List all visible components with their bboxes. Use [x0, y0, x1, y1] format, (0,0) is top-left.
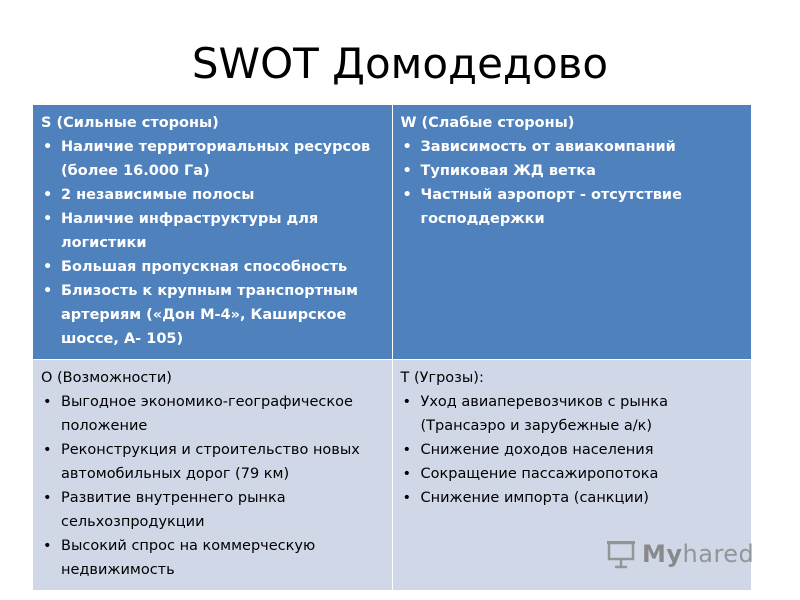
list-item: • Зависимость от авиакомпаний [399, 135, 746, 159]
list-item: • Большая пропускная способность [39, 255, 386, 279]
opportunities-cell [33, 360, 393, 591]
list-item: • Выгодное экономико-географическое положение [39, 390, 386, 438]
list-item: • Снижение импорта (санкции) [399, 486, 746, 510]
strengths-cell [33, 105, 393, 360]
swot-row-top [33, 105, 752, 360]
weaknesses-heading: W (Слабые стороны) [400, 115, 575, 131]
weaknesses-cell [392, 105, 752, 360]
list-item: • Наличие территориальных ресурсов (более 16.000 Га) [39, 135, 386, 183]
slide-title: SWOT Домодедово [191, 39, 609, 88]
presentation-board-icon [606, 539, 636, 569]
list-item: • Тупиковая ЖД ветка [399, 159, 746, 183]
opportunities-list [39, 390, 386, 582]
watermark-text: Myhared [642, 540, 755, 568]
swot-table [32, 104, 755, 591]
strengths-list [39, 135, 386, 351]
list-item: • Уход авиаперевозчиков с рынка (Трансаэро и зарубежные а/к) [399, 390, 746, 438]
strengths-heading: S (Сильные стороны) [41, 115, 219, 131]
myshared-watermark [606, 536, 754, 572]
list-item: • Близость к крупным транспортным артериям («Дон М-4», Каширское шоссе, А- 105) [39, 279, 386, 351]
list-item: • Частный аэропорт - отсутствие господдержки [399, 183, 746, 231]
list-item: • Сокращение пассажиропотока [399, 462, 746, 486]
threats-list [399, 390, 746, 510]
list-item: • 2 независимые полосы [39, 183, 386, 207]
list-item: • Реконструкция и строительство новых автомобильных дорог (79 км) [39, 438, 386, 486]
list-item: • Развитие внутреннего рынка сельхозпродукции [39, 486, 386, 534]
list-item: • Высокий спрос на коммерческую недвижимость [39, 534, 386, 582]
list-item: • Наличие инфраструктуры для логистики [39, 207, 386, 255]
threats-heading: T (Угрозы): [400, 370, 484, 386]
opportunities-heading: O (Возможности) [41, 370, 172, 386]
list-item: • Снижение доходов населения [399, 438, 746, 462]
weaknesses-list [399, 135, 746, 231]
